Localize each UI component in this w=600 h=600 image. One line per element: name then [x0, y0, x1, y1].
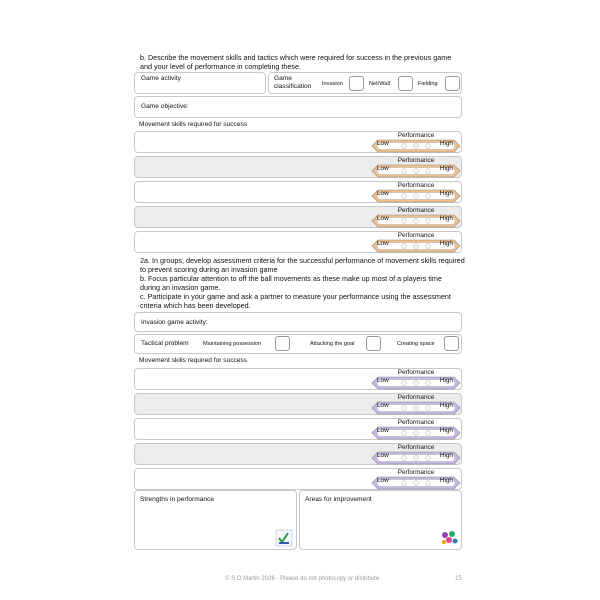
performance-scale[interactable] — [371, 395, 461, 415]
handprint-logo-icon — [440, 529, 460, 547]
section2-line1: 2a. In groups, develop assessment criteria for the successful performance of movement skills required — [140, 256, 465, 265]
low-label: Low — [377, 402, 389, 409]
maintaining-possession-checkbox[interactable] — [275, 336, 290, 351]
high-label: High — [439, 427, 453, 434]
performance-label: Performance — [397, 394, 435, 401]
strengths-label: Strengths in performance — [140, 496, 215, 503]
section2-line6: criteria which has been developed. — [140, 301, 251, 310]
performance-scale[interactable] — [371, 158, 461, 178]
performance-scale[interactable] — [371, 470, 461, 490]
performance-scale[interactable] — [371, 133, 461, 153]
invasion-checkbox[interactable] — [349, 76, 364, 91]
performance-scale[interactable] — [371, 183, 461, 203]
game-activity-field[interactable] — [134, 72, 266, 94]
performance-scale[interactable] — [371, 420, 461, 440]
performance-label: Performance — [397, 419, 435, 426]
high-label: High — [439, 190, 453, 197]
high-label: High — [439, 240, 453, 247]
copyright-footer: © S O Martin 2026 - Please do not photocopy or distribute — [225, 576, 380, 582]
performance-label: Performance — [397, 469, 435, 476]
low-label: Low — [377, 215, 389, 222]
performance-label: Performance — [397, 207, 435, 214]
tactic-creating-label: Creating space — [397, 341, 435, 347]
tactical-problem-row — [134, 334, 462, 354]
performance-label: Performance — [397, 157, 435, 164]
improvement-label: Areas for improvement — [305, 496, 372, 503]
netwall-checkbox[interactable] — [398, 76, 413, 91]
section1-instructions: b. Describe the movement skills and tactics which were required for success in the previous game and your level of performance in completing these. — [140, 53, 452, 71]
section1-skill-row[interactable] — [134, 231, 462, 253]
game-activity-label: Game activity — [141, 75, 181, 82]
low-label: Low — [377, 240, 389, 247]
tactic-maintaining-label: Maintaining possession — [203, 341, 262, 347]
low-label: Low — [377, 477, 389, 484]
option-invasion-label: Invasion — [322, 81, 343, 87]
low-label: Low — [377, 427, 389, 434]
attacking-goal-checkbox[interactable] — [366, 336, 381, 351]
section2-line3: b. Focus particular attention to off the ball movements as these make up most of a players time — [140, 274, 442, 283]
skills-heading-1: Movement skills required for success — [139, 121, 248, 128]
section2-line4: during an invasion game. — [140, 283, 221, 292]
invasion-game-activity-label: Invasion game activity: — [141, 319, 208, 326]
section2-line2: to prevent scoring during an invasion game — [140, 265, 278, 274]
tactic-attacking-label: Attacking the goal — [310, 341, 355, 347]
section2-skill-row[interactable] — [134, 368, 462, 390]
high-label: High — [439, 402, 453, 409]
high-label: High — [439, 477, 453, 484]
performance-scale[interactable] — [371, 233, 461, 253]
section2-skill-row[interactable] — [134, 443, 462, 465]
game-objective-field[interactable] — [134, 96, 462, 118]
section2-instructions — [140, 256, 470, 310]
performance-label: Performance — [397, 232, 435, 239]
game-objective-label: Game objective: — [141, 103, 189, 110]
performance-scale[interactable] — [371, 445, 461, 465]
high-label: High — [439, 140, 453, 147]
performance-label: Performance — [397, 444, 435, 451]
performance-scale[interactable] — [371, 208, 461, 228]
strengths-box[interactable] — [134, 490, 297, 550]
page-number: 15 — [455, 576, 462, 582]
section1-skill-row[interactable] — [134, 181, 462, 203]
section1-skill-row[interactable] — [134, 156, 462, 178]
high-label: High — [439, 377, 453, 384]
section2-skill-row[interactable] — [134, 418, 462, 440]
improvement-box[interactable] — [299, 490, 462, 550]
game-classification-label: Game classification — [274, 75, 312, 90]
section2-skill-row[interactable] — [134, 393, 462, 415]
low-label: Low — [377, 377, 389, 384]
option-fielding-label: Fielding — [418, 81, 438, 87]
performance-label: Performance — [397, 182, 435, 189]
tick-logo-icon — [275, 529, 293, 547]
tactical-problem-label: Tactical problem — [141, 340, 189, 347]
fielding-checkbox[interactable] — [445, 76, 460, 91]
section2-skill-row[interactable] — [134, 468, 462, 490]
section1-skill-row[interactable] — [134, 131, 462, 153]
game-classification-field — [268, 72, 462, 94]
high-label: High — [439, 165, 453, 172]
performance-scale[interactable] — [371, 370, 461, 390]
section1-skill-row[interactable] — [134, 206, 462, 228]
low-label: Low — [377, 165, 389, 172]
low-label: Low — [377, 190, 389, 197]
option-netwall-label: Net/Wall — [369, 81, 390, 87]
invasion-game-activity-field[interactable] — [134, 312, 462, 332]
creating-space-checkbox[interactable] — [444, 336, 459, 351]
performance-label: Performance — [397, 132, 435, 139]
section2-line5: c. Participate in your game and ask a partner to measure your performance using the assessment — [140, 292, 451, 301]
low-label: Low — [377, 140, 389, 147]
low-label: Low — [377, 452, 389, 459]
skills-heading-2: Movement skills required for success — [139, 357, 248, 364]
high-label: High — [439, 452, 453, 459]
performance-label: Performance — [397, 369, 435, 376]
high-label: High — [439, 215, 453, 222]
